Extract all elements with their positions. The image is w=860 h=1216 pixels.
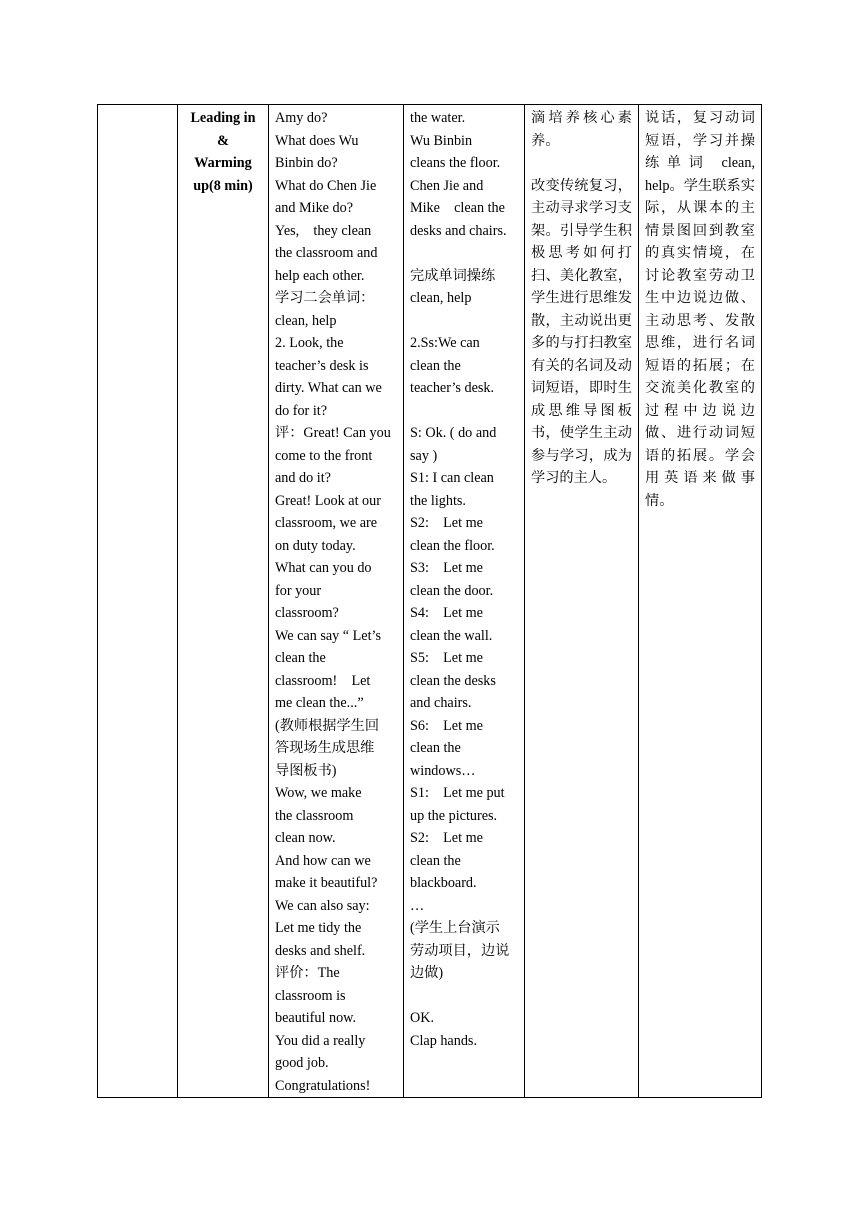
student-line: S2: Let me	[410, 830, 483, 846]
student-line: clean the	[410, 852, 461, 869]
teacher-line: 2. Look, the	[275, 335, 344, 351]
student-line	[410, 310, 518, 333]
student-line	[410, 985, 518, 1008]
student-line: 边做)	[410, 965, 444, 981]
student-line: S6: Let me	[410, 717, 483, 734]
notes-cell	[639, 105, 762, 1098]
student-activity-cell	[404, 105, 525, 1098]
teacher-line: Wow, we make	[275, 785, 362, 801]
teacher-line: good job.	[275, 1055, 329, 1071]
student-line: 完成单词操练	[410, 267, 496, 284]
teacher-line: teacher’s desk is	[275, 357, 369, 374]
teacher-line: Amy do?	[275, 110, 328, 126]
student-line: S1: I can clean	[410, 470, 494, 486]
teacher-line: me clean the...”	[275, 695, 364, 711]
lesson-plan-table	[97, 104, 762, 1098]
teacher-line: Binbin do?	[275, 155, 338, 171]
teacher-line: 导图板书)	[275, 762, 337, 779]
student-line: clean the wall.	[410, 627, 493, 644]
teacher-line: on duty today.	[275, 537, 356, 554]
student-line: S3: Let me	[410, 560, 483, 576]
teacher-line: We can say “ Let’s	[275, 627, 382, 644]
teacher-line: for your	[275, 582, 322, 599]
student-line: Mike clean the	[410, 200, 505, 216]
empty-cell	[98, 105, 178, 1098]
student-line: teacher’s desk.	[410, 380, 495, 396]
teacher-line: What can you do	[275, 560, 372, 576]
student-line: (学生上台演示	[410, 920, 500, 936]
teacher-line: 答现场生成思维	[275, 740, 375, 756]
student-line: clean the	[410, 740, 461, 756]
student-line: 2.Ss:We can	[410, 335, 480, 351]
student-line: windows…	[410, 762, 476, 779]
intent-paragraph: 改变传统复习，主动寻求学习支架。引导学生积极思考如何打扫、美化教室，学生进行思维发散，主动说出更多的与打扫教室有关的名词及动词短语，即时生成思维导图板书，使学生主动参与学习，成为学习的主人。	[531, 177, 632, 486]
student-line: clean the	[410, 357, 461, 374]
student-line: S5: Let me	[410, 650, 483, 666]
student-line: blackboard.	[410, 875, 477, 891]
teacher-line: clean the	[275, 650, 326, 666]
stage-cell	[178, 105, 269, 1098]
teacher-line: 学习二会单词：	[275, 290, 375, 306]
stage-line: up(8 min)	[193, 177, 253, 194]
teacher-line: dirty. What can we	[275, 380, 382, 396]
student-line: Chen Jie and	[410, 177, 484, 194]
intent-paragraph: 滴培养核心素养。	[531, 110, 632, 149]
teacher-line: and do it?	[275, 470, 331, 486]
student-line: S4: Let me	[410, 605, 483, 621]
teacher-line: the classroom and	[275, 245, 378, 261]
teacher-line: clean, help	[275, 312, 337, 329]
notes-paragraph: 说话，复习动词短语，学习并操练单词 clean, help。学生联系实际，从课本的主情景图回到教室的真实情境，在讨论教室劳动卫生中边说边做、主动思考、发散思维，进行名词短语的拓展；在交流美化教室的过程中边说边做、进行动词短语的拓展。学会用英语来做事情。	[645, 110, 755, 509]
teacher-line: come to the front	[275, 447, 373, 464]
teacher-line: Great! Look at our	[275, 492, 381, 509]
teacher-line: classroom! Let	[275, 672, 371, 689]
student-line: Clap hands.	[410, 1032, 477, 1049]
student-line	[410, 242, 518, 265]
student-line: desks and chairs.	[410, 222, 507, 239]
student-line	[410, 400, 518, 423]
teacher-line: do for it?	[275, 402, 328, 419]
teacher-line: (教师根据学生回	[275, 717, 380, 734]
teacher-line: What does Wu	[275, 132, 359, 149]
student-line: the water.	[410, 110, 466, 126]
teacher-activity-cell	[269, 105, 404, 1098]
student-line: S2: Let me	[410, 515, 483, 531]
teacher-line: Let me tidy the	[275, 920, 362, 936]
student-line: clean the desks	[410, 672, 496, 689]
student-line: …	[410, 897, 425, 914]
student-line: and chairs.	[410, 695, 472, 711]
student-line: up the pictures.	[410, 807, 498, 824]
teacher-line: 评：Great! Can you	[275, 425, 391, 441]
student-line: clean, help	[410, 290, 472, 306]
teacher-line: classroom, we are	[275, 515, 378, 531]
teacher-line: classroom is	[275, 987, 346, 1004]
student-line: 劳动项目，边说	[410, 942, 510, 959]
teacher-line: And how can we	[275, 852, 371, 869]
student-line: S1: Let me put	[410, 785, 505, 801]
teacher-line: make it beautiful?	[275, 875, 378, 891]
student-line: OK.	[410, 1010, 435, 1026]
teacher-line: and Mike do?	[275, 200, 354, 216]
teacher-line: desks and shelf.	[275, 942, 366, 959]
student-line: cleans the floor.	[410, 155, 501, 171]
teacher-line: help each other.	[275, 267, 365, 284]
teacher-line: Yes, they clean	[275, 222, 372, 239]
teacher-line: What do Chen Jie	[275, 177, 377, 194]
teacher-line: You did a really	[275, 1032, 366, 1049]
teacher-line: We can also say:	[275, 897, 370, 914]
teacher-line: 评价：The	[275, 965, 340, 981]
teacher-line: the classroom	[275, 807, 354, 824]
teacher-line: clean now.	[275, 830, 336, 846]
stage-line: Warming	[194, 155, 252, 171]
student-line: clean the floor.	[410, 537, 495, 554]
teacher-line: beautiful now.	[275, 1010, 357, 1026]
table-row	[98, 105, 762, 1098]
student-line: Wu Binbin	[410, 132, 473, 149]
teacher-line: classroom?	[275, 605, 339, 621]
student-line: the lights.	[410, 492, 466, 509]
student-line: say )	[410, 447, 438, 464]
stage-line: Leading in	[190, 110, 256, 126]
design-intent-cell	[525, 105, 639, 1098]
student-line: S: Ok. ( do and	[410, 425, 497, 441]
teacher-line: Congratulations!	[275, 1077, 371, 1094]
stage-line: &	[217, 132, 229, 149]
student-line: clean the door.	[410, 582, 494, 599]
